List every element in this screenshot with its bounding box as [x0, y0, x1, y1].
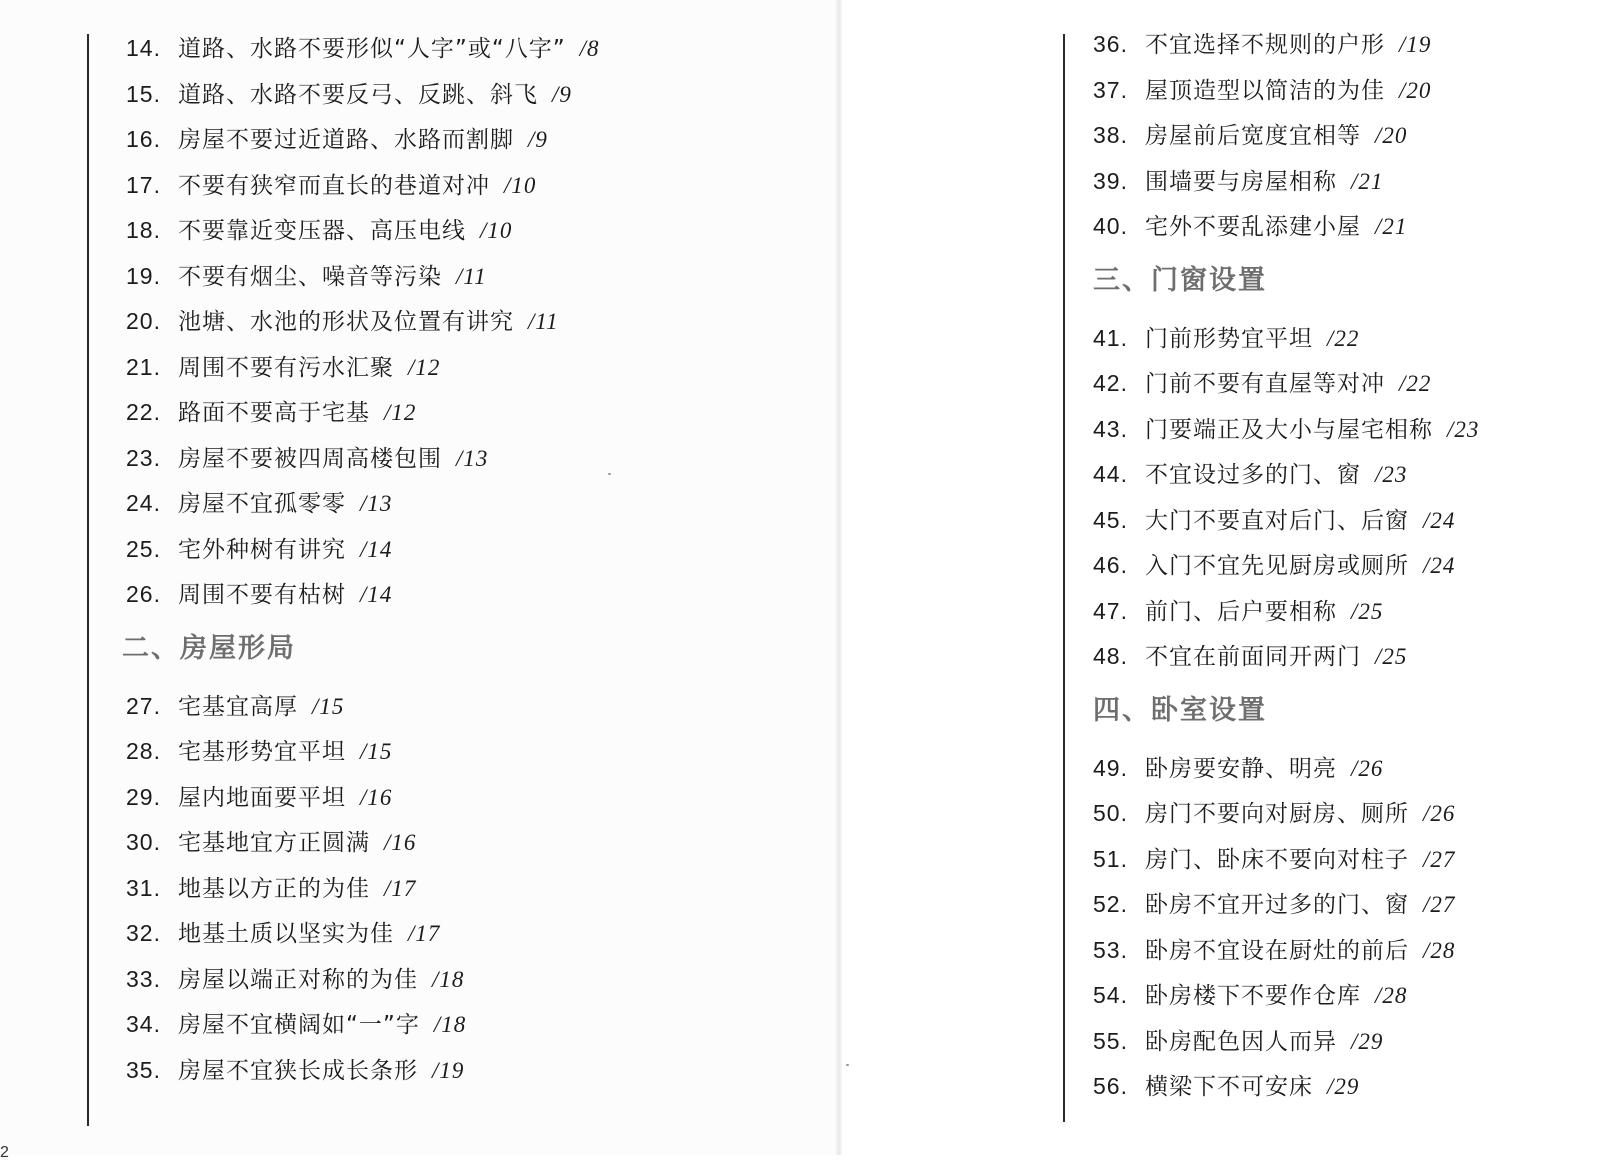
toc-entry-page: /17	[408, 921, 441, 946]
toc-entry-number: 35.	[126, 1056, 161, 1083]
toc-entry-title: 入门不宜先见厨房或厕所	[1145, 553, 1409, 579]
toc-entry-page: /16	[360, 784, 393, 810]
toc-entry-number: 29.	[126, 783, 161, 810]
toc-entry-number: 48.	[1093, 643, 1128, 669]
toc-entry-number: 53.	[1093, 936, 1128, 963]
toc-entry-title: 宅基形势宜平坦	[178, 739, 346, 765]
toc-group-right-top	[1093, 22, 1593, 250]
toc-entry-title: 屋内地面要平坦	[178, 784, 346, 811]
toc-entry-page: /26	[1351, 755, 1384, 781]
toc-entry-page: /17	[384, 875, 417, 901]
toc-entry-number: 51.	[1093, 845, 1128, 872]
toc-entry	[126, 254, 806, 300]
toc-entry-title: 卧房配色因人而异	[1145, 1028, 1337, 1055]
toc-entry-title: 道路、水路不要反弓、反跳、斜飞	[178, 81, 538, 108]
toc-entry-page: /11	[456, 263, 487, 289]
toc-entry-page: /11	[528, 309, 559, 334]
toc-entry-number: 52.	[1093, 891, 1128, 917]
toc-entry-number: 55.	[1093, 1027, 1128, 1054]
right-margin-rule	[1063, 34, 1065, 1122]
toc-entry	[126, 572, 806, 618]
toc-entry-title: 房屋不宜孤零零	[178, 491, 346, 517]
toc-entry-title: 卧房楼下不要作仓库	[1145, 983, 1361, 1009]
toc-entry	[1093, 882, 1593, 928]
toc-entry	[1093, 407, 1593, 453]
toc-entry	[126, 390, 806, 436]
toc-entry-page: /27	[1423, 892, 1456, 917]
toc-entry	[1093, 204, 1593, 250]
left-margin-rule	[87, 34, 89, 1126]
toc-entry-page: /21	[1375, 214, 1408, 239]
toc-entry-title: 大门不要直对后门、后窗	[1145, 507, 1409, 534]
toc-entry	[1093, 973, 1593, 1019]
toc-entry	[126, 208, 806, 254]
toc-entry-page: /12	[408, 354, 441, 380]
toc-entry-page: /25	[1351, 598, 1384, 624]
toc-entry	[1093, 498, 1593, 544]
toc-entry-number: 39.	[1093, 167, 1128, 194]
toc-entry-number: 17.	[126, 171, 161, 198]
toc-entry	[1093, 634, 1593, 680]
toc-entry	[126, 299, 806, 345]
toc-entry-number: 45.	[1093, 506, 1128, 533]
toc-entry-number: 40.	[1093, 213, 1128, 239]
toc-entry-title: 不要有狭窄而直长的巷道对冲	[178, 172, 490, 199]
toc-entry	[126, 1002, 806, 1048]
toc-entry-title: 房屋不宜狭长成长条形	[178, 1057, 418, 1084]
toc-entry-number: 30.	[126, 829, 161, 855]
toc-entry-page: /20	[1399, 77, 1432, 103]
toc-entry-page: /23	[1375, 462, 1408, 487]
toc-entry	[1093, 746, 1593, 792]
toc-entry-title: 不宜设过多的门、窗	[1145, 462, 1361, 488]
toc-left-column	[122, 26, 806, 1093]
toc-entry-number: 21.	[126, 353, 161, 380]
toc-entry-page: /9	[528, 127, 548, 152]
toc-entry	[1093, 837, 1593, 883]
toc-entry	[1093, 791, 1593, 837]
toc-entry-title: 路面不要高于宅基	[178, 400, 370, 426]
section-heading-4: 四、卧室设置	[1093, 694, 1267, 726]
toc-entry	[1093, 452, 1593, 498]
toc-entry-page: /23	[1447, 416, 1480, 442]
toc-entry	[126, 684, 806, 730]
toc-entry-number: 32.	[126, 920, 161, 946]
toc-entry-title: 房屋前后宽度宜相等	[1145, 123, 1361, 149]
toc-entry	[1093, 113, 1593, 159]
toc-entry-page: /12	[384, 400, 417, 425]
toc-entry	[1093, 68, 1593, 114]
toc-entry-title: 不宜在前面同开两门	[1145, 644, 1361, 670]
toc-entry-title: 周围不要有枯树	[178, 582, 346, 608]
toc-entry-title: 房门、卧床不要向对柱子	[1145, 846, 1409, 873]
section-heading-2: 二、房屋形局	[122, 632, 296, 664]
toc-entry	[126, 1048, 806, 1094]
toc-entry-number: 20.	[126, 308, 161, 334]
toc-entry-title: 门前不要有直屋等对冲	[1145, 371, 1385, 397]
toc-entry	[1093, 316, 1593, 362]
toc-entry-page: /14	[360, 582, 393, 607]
toc-entry-number: 16.	[126, 126, 161, 152]
toc-entry	[126, 345, 806, 391]
toc-entry-page: /29	[1327, 1074, 1360, 1099]
toc-entry-page: /22	[1327, 325, 1360, 351]
toc-entry-title: 道路、水路不要形似“人字”或“八字”	[178, 36, 566, 62]
toc-group-left-top	[126, 26, 806, 618]
toc-group-right-bottom	[1093, 746, 1593, 1110]
toc-entry-number: 33.	[126, 965, 161, 992]
toc-entry-page: /10	[504, 172, 537, 198]
toc-entry-number: 34.	[126, 1011, 161, 1037]
toc-entry-number: 38.	[1093, 122, 1128, 148]
toc-entry-page: /18	[432, 966, 465, 992]
toc-entry-page: /8	[579, 36, 600, 61]
toc-entry-title: 不宜选择不规则的户形	[1145, 32, 1385, 58]
toc-entry-page: /19	[1399, 32, 1432, 57]
toc-entry-number: 42.	[1093, 370, 1128, 396]
toc-entry-page: /25	[1375, 644, 1408, 669]
toc-entry-number: 27.	[126, 692, 161, 719]
toc-entry-page: /21	[1351, 168, 1384, 194]
toc-entry-title: 卧房不宜开过多的门、窗	[1145, 892, 1409, 918]
toc-entry	[126, 527, 806, 573]
book-spine	[836, 0, 842, 1155]
toc-entry-number: 50.	[1093, 800, 1128, 826]
toc-entry-title: 房屋不宜横阔如“一”字	[178, 1012, 420, 1038]
toc-entry-title: 房屋以端正对称的为佳	[178, 966, 418, 993]
toc-entry-title: 屋顶造型以简洁的为佳	[1145, 77, 1385, 104]
toc-entry-title: 卧房不宜设在厨灶的前后	[1145, 937, 1409, 964]
toc-entry-page: /18	[433, 1012, 467, 1037]
toc-entry	[1093, 361, 1593, 407]
toc-entry	[126, 820, 806, 866]
toc-entry-title: 宅外种树有讲究	[178, 536, 346, 563]
toc-entry-title: 门要端正及大小与屋宅相称	[1145, 416, 1433, 443]
toc-entry-number: 46.	[1093, 552, 1128, 578]
toc-entry-title: 房屋不要过近道路、水路而割脚	[178, 127, 514, 153]
toc-group-left-bottom	[126, 684, 806, 1094]
toc-entry-number: 28.	[126, 738, 161, 764]
toc-entry-number: 19.	[126, 262, 161, 289]
toc-entry-page: /24	[1423, 507, 1456, 533]
toc-entry-title: 地基土质以坚实为佳	[178, 921, 394, 947]
toc-entry-page: /27	[1423, 846, 1456, 872]
toc-entry-title: 宅基宜高厚	[178, 693, 298, 720]
toc-entry-title: 宅外不要乱添建小屋	[1145, 214, 1361, 240]
toc-entry-page: /16	[384, 830, 417, 855]
toc-entry-page: /19	[432, 1057, 465, 1083]
toc-entry-number: 54.	[1093, 982, 1128, 1008]
toc-entry-page: /9	[552, 81, 572, 107]
toc-entry	[1093, 159, 1593, 205]
toc-entry-title: 池塘、水池的形状及位置有讲究	[178, 309, 514, 335]
toc-entry-page: /29	[1351, 1028, 1384, 1054]
toc-entry-page: /14	[360, 536, 393, 562]
toc-entry-title: 横梁下不可安床	[1145, 1074, 1313, 1100]
toc-entry-page: /15	[360, 739, 393, 764]
toc-entry-number: 37.	[1093, 76, 1128, 103]
toc-entry-page: /26	[1423, 801, 1456, 826]
toc-entry-title: 房屋不要被四周高楼包围	[178, 445, 442, 472]
section-heading-3: 三、门窗设置	[1093, 264, 1267, 296]
page-number: 2	[0, 1144, 9, 1161]
toc-entry-number: 22.	[126, 399, 161, 425]
toc-entry-number: 44.	[1093, 461, 1128, 487]
toc-right-column	[1093, 22, 1593, 1110]
toc-entry	[1093, 928, 1593, 974]
toc-entry	[126, 163, 806, 209]
toc-entry-number: 25.	[126, 535, 161, 562]
toc-entry-number: 41.	[1093, 324, 1128, 351]
toc-entry	[126, 117, 806, 163]
toc-entry-page: /24	[1423, 553, 1456, 578]
toc-entry-title: 不要有烟尘、噪音等污染	[178, 263, 442, 290]
toc-entry	[126, 481, 806, 527]
toc-entry-title: 周围不要有污水汇聚	[178, 354, 394, 381]
toc-entry	[1093, 22, 1593, 68]
toc-entry-number: 23.	[126, 444, 161, 471]
toc-entry-title: 围墙要与房屋相称	[1145, 168, 1337, 195]
toc-entry-title: 宅基地宜方正圆满	[178, 830, 370, 856]
toc-entry-title: 前门、后户要相称	[1145, 598, 1337, 625]
toc-entry-number: 56.	[1093, 1073, 1128, 1099]
toc-entry-title: 地基以方正的为佳	[178, 875, 370, 902]
toc-entry-page: /20	[1375, 123, 1408, 148]
toc-entry-number: 18.	[126, 217, 161, 243]
toc-entry-title: 不要靠近变压器、高压电线	[178, 218, 466, 244]
toc-entry	[1093, 1064, 1593, 1110]
toc-entry-number: 47.	[1093, 597, 1128, 624]
toc-entry	[126, 436, 806, 482]
toc-entry-page: /22	[1399, 371, 1432, 396]
toc-entry-number: 49.	[1093, 754, 1128, 781]
toc-entry-number: 36.	[1093, 31, 1128, 57]
toc-entry-title: 门前形势宜平坦	[1145, 325, 1313, 352]
toc-entry	[1093, 1019, 1593, 1065]
toc-entry	[126, 866, 806, 912]
toc-entry-title: 卧房要安静、明亮	[1145, 755, 1337, 782]
toc-entry-number: 15.	[126, 80, 161, 107]
toc-entry-page: /28	[1375, 983, 1408, 1008]
toc-entry-page: /10	[480, 218, 513, 243]
scan-speck	[846, 1064, 849, 1066]
toc-entry-page: /13	[360, 491, 393, 516]
toc-entry	[1093, 589, 1593, 635]
toc-entry-page: /28	[1423, 937, 1456, 963]
toc-entry-number: 24.	[126, 490, 161, 516]
toc-entry-title: 房门不要向对厨房、厕所	[1145, 801, 1409, 827]
toc-entry	[126, 957, 806, 1003]
toc-entry-number: 31.	[126, 874, 161, 901]
toc-entry	[126, 729, 806, 775]
toc-entry	[126, 911, 806, 957]
toc-entry-page: /15	[312, 693, 345, 719]
toc-group-right-middle	[1093, 316, 1593, 680]
toc-entry-page: /13	[456, 445, 489, 471]
toc-entry	[1093, 543, 1593, 589]
toc-entry	[126, 72, 806, 118]
toc-entry	[126, 775, 806, 821]
toc-entry-number: 43.	[1093, 415, 1128, 442]
toc-entry-number: 26.	[126, 581, 161, 607]
toc-entry	[126, 26, 806, 72]
toc-entry-number: 14.	[126, 35, 161, 61]
